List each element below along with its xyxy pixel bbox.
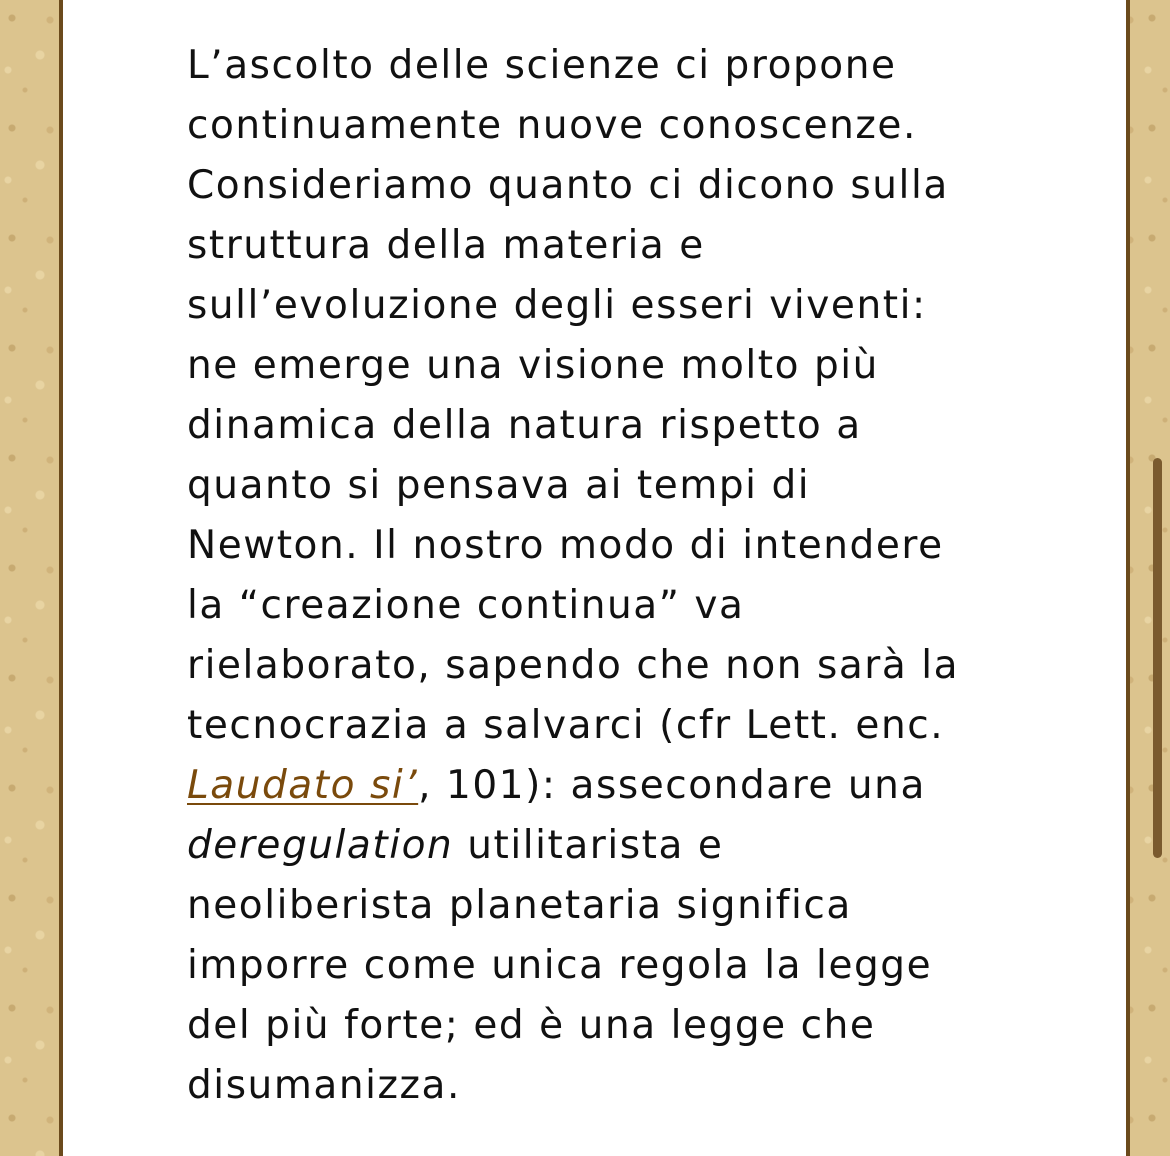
text-line: dinamica della natura rispetto a (187, 403, 862, 448)
text-line: tecnocrazia a salvarci (cfr Lett. enc. (187, 703, 945, 748)
text-line: continuamente nuove conoscenze. (187, 103, 917, 148)
text-line: sull’evoluzione degli esseri viventi: (187, 283, 927, 328)
text-line: Newton. Il nostro modo di intendere (187, 523, 944, 568)
emphasis-term: deregulation (187, 823, 454, 868)
text-line: ne emerge una visione molto più (187, 343, 879, 388)
text-line: Consideriamo quanto ci dicono sulla (187, 163, 949, 208)
text-line: disumanizza. (187, 1063, 461, 1108)
text-line: neoliberista planetaria significa (187, 883, 852, 928)
text-line: del più forte; ed è una legge che (187, 1003, 876, 1048)
text-line: utilitarista e (453, 823, 724, 868)
article-paragraph (187, 36, 1017, 1116)
text-line: , 101): assecondare una (418, 763, 926, 808)
scrollbar-thumb[interactable] (1153, 458, 1162, 858)
content-panel (59, 0, 1130, 1156)
text-line: la “creazione continua” va (187, 583, 745, 628)
text-line: quanto si pensava ai tempi di (187, 463, 811, 508)
text-line: rielaborato, sapendo che non sarà la (187, 643, 960, 688)
text-line: struttura della materia e (187, 223, 705, 268)
laudato-si-link[interactable]: Laudato si’ (187, 763, 419, 808)
text-line: L’ascolto delle scienze ci propone (187, 43, 897, 88)
text-line: imporre come unica regola la legge (187, 943, 933, 988)
